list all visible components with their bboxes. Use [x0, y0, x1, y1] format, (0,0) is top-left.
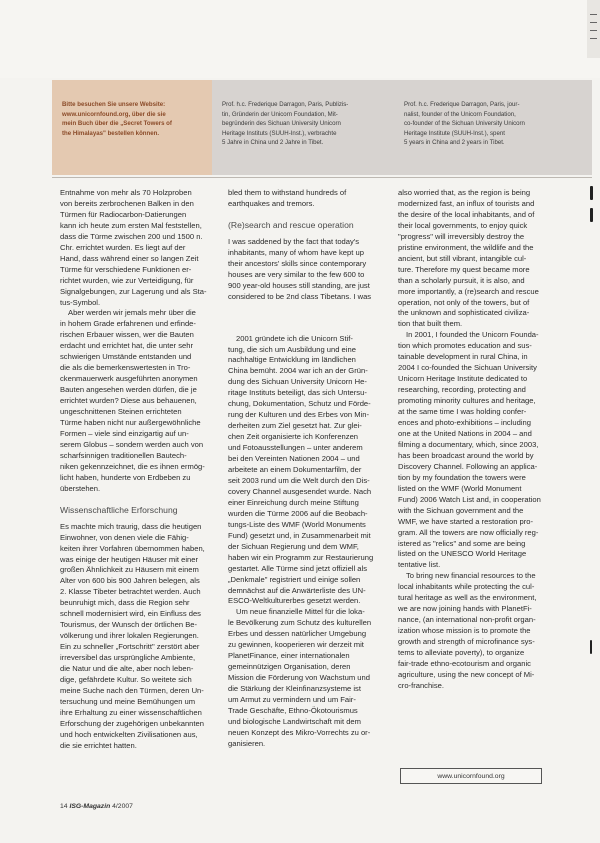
text-line: Chr. errichtet wurden. Es liegt auf der — [60, 242, 186, 252]
text-line: scharfsinnigen traditionellen Bautech- — [60, 450, 187, 460]
text-line: co-founder of the Sichuan University Unicorn — [404, 120, 525, 128]
text-line: Türme haben nicht nur außergewöhnliche — [60, 418, 201, 428]
text-line: le Bevölkerung zum Schutz des kulturellen — [228, 618, 372, 628]
text-line: kann ich heute zum ersten Mal feststellen, — [60, 220, 202, 230]
text-line: the unknown and sophisticated civiliza- — [398, 308, 530, 318]
text-line: Tourismus, der Wunsch der örtlichen Be- — [60, 620, 198, 630]
text-line: arbeitete an einem Dokumentarfilm, der — [228, 465, 362, 475]
col1-paragraph-1 — [60, 188, 228, 308]
text-line: listed on the UNESCO World Heritage — [398, 549, 527, 559]
text-line: one at the United Nations in 2004 – and — [398, 428, 532, 438]
col2-paragraph-3 — [228, 334, 388, 608]
text-line: istered as "relics" and some are being — [398, 538, 526, 548]
text-line: 2004 I co-founded the Sichuan University — [398, 363, 537, 373]
info-band — [52, 80, 592, 175]
text-line: ture. Therefore my quest became more — [398, 264, 530, 274]
text-line: Prof. h.c. Frederique Darragon, Paris, Publizis- — [222, 101, 349, 108]
text-line: tainable development in rural China, in — [398, 352, 528, 362]
section-divider — [52, 177, 592, 178]
text-line: die Natur und die alte, aber noch leben- — [60, 664, 194, 674]
text-line: In 2001, I founded the Unicorn Founda- — [406, 330, 539, 340]
text-line: their local governments, to enjoy quick — [398, 220, 528, 230]
text-line: seit 2003 rund um die Welt durch den Dis- — [228, 475, 370, 485]
text-line: 5 Jahre in China und 2 Jahre in Tibet. — [222, 139, 324, 147]
text-line: agriculture, using the new concept of Mi- — [398, 669, 535, 679]
text-line: keiten ihrer Vorfahren übernommen haben, — [60, 543, 205, 553]
text-line: demnächst auf die Anwärterliste des UN- — [228, 585, 366, 595]
author-bio-german — [212, 80, 394, 175]
text-line: chung, Dokumentation, Schutz und Förde- — [228, 399, 371, 409]
text-line: Einwohner, von denen viele die Fähig- — [60, 532, 189, 542]
text-line: der Sichuan Regierung und dem WMF, — [228, 541, 359, 551]
text-line: Discovery Channel. Following an applica- — [398, 461, 538, 471]
text-line: um Armut zu vermindern und um Fair- — [228, 695, 356, 705]
text-line: Türmen für Radiocarbon-Datierungen — [60, 209, 187, 219]
text-line: Formen – viele sind einzigartig auf un- — [60, 428, 189, 438]
text-line: 2001 gründete ich die Unicorn Stif- — [236, 333, 353, 343]
text-line: covery Channel ausgesendet wurde. Nach — [228, 486, 372, 496]
text-line: in hohem Grade erfahrenen und erfinde- — [60, 319, 196, 329]
text-line: Bauten angesehen werden dürfen, die je — [60, 385, 197, 395]
text-line: chen Zeit organisierte ich Konferenzen — [228, 432, 359, 442]
text-line: richtet wurden, wie zur Verteidigung, für — [60, 275, 194, 285]
text-line: tentative list. — [398, 560, 441, 570]
text-line: tus-Symbol. — [60, 297, 101, 307]
text-line: earthquakes and tremors. — [228, 198, 315, 208]
text-line: Heritage Instituts (SUUH-Inst.), verbrachte — [222, 129, 337, 137]
text-line: tung, die sich um Ausbildung und eine — [228, 344, 356, 354]
text-line: dass die Türme zwischen 200 und 1500 n. — [60, 231, 203, 241]
edge-mark — [590, 640, 592, 654]
text-line: die als die bemerkenswertesten in Tro- — [60, 363, 191, 373]
text-line: local inhabitants while protecting the cul- — [398, 582, 535, 592]
text-line: Trade Geschäfte, Ethno-Ökotourismus — [228, 705, 358, 715]
text-line: Türme für verschiedene Funktionen er- — [60, 264, 192, 274]
text-line: errichtet wurden? Diese aus behauenen, — [60, 396, 197, 406]
text-line: überstehen. — [60, 483, 101, 493]
text-line: www.unicornfound.org, über die sie — [62, 110, 166, 118]
text-line: the desire of the local inhabitants, and of — [398, 209, 535, 219]
text-line: Bitte besuchen Sie unsere Website: — [62, 101, 166, 108]
text-line: haben wir ein Programm zur Restaurierung — [228, 552, 374, 562]
magazine-name: ISG-Magazin — [69, 803, 111, 810]
section-heading-research-rescue: (Re)search and rescue operation — [228, 219, 354, 230]
text-line: rung der Kulturen und des Erbes von Min- — [228, 410, 369, 420]
text-line: ganisieren. — [228, 738, 266, 748]
text-line: ences and photo-exhibitions – including — [398, 418, 531, 428]
text-line: dung des Sichuan University Unicorn He- — [228, 377, 367, 387]
text-line: WMF, we have started a restoration pro- — [398, 516, 534, 526]
website-promo-box — [52, 80, 212, 175]
text-line: I was saddened by the fact that today's — [228, 236, 360, 246]
text-line: To bring new financial resources to the — [406, 571, 536, 581]
text-line: irreversibel das ursprüngliche Ambiente, — [60, 653, 196, 663]
page-edge-tab — [587, 0, 600, 58]
text-line: Prof. h.c. Frederique Darragon, Paris, jour- — [404, 101, 520, 108]
text-line: researching, recording, protecting and — [398, 385, 526, 395]
text-line: ihre Erhaltung zu einer wissenschaftlichen — [60, 707, 202, 717]
text-line: has been broadcast around the world by — [398, 450, 534, 460]
text-line: 5 years in China and 2 years in Tibet. — [404, 139, 505, 147]
text-line: nance, (an international non-profit organ- — [398, 615, 536, 625]
text-line: Fund) 2006 Watch List and, in cooperation — [398, 494, 541, 504]
text-line: serem Globus – sondern werden auch von — [60, 439, 204, 449]
page-footer — [60, 803, 133, 810]
text-line: tural heritage as well as the environment, — [398, 593, 537, 603]
text-line: licht haben, hunderte von Erdbeben zu — [60, 472, 191, 482]
text-line: ckenmauerwerk ausgeführten anonymen — [60, 374, 198, 384]
text-line: schwierigen Umstände entstanden und — [60, 352, 192, 362]
text-line: listed on the WMF (World Monument — [398, 483, 522, 493]
text-line: großen Ähnlichkeit zu Häusern mit einem — [60, 565, 199, 575]
text-line: derheiten zum Ziel gesetzt hat. Zur glei- — [228, 421, 362, 431]
section-heading-wissenschaftliche-erforschung: Wissenschaftliche Erforschung — [60, 504, 178, 515]
text-line: erdacht und errichtet hat, die unter sehr — [60, 341, 193, 351]
column-2 — [228, 188, 388, 750]
column-1 — [60, 188, 228, 752]
text-line: at the same time I was holding confer- — [398, 407, 527, 417]
text-line: PlanetFinance, einer internationalen — [228, 651, 350, 661]
text-line: growth and strength of microfinance sys- — [398, 637, 535, 647]
text-line: inhabitants, many of whom have kept up — [228, 247, 364, 257]
col1-paragraph-2 — [60, 308, 228, 494]
text-line: "progress" will irreversibly destroy the — [398, 231, 525, 241]
text-line: tersuchung und meine Bemühungen um — [60, 696, 196, 706]
text-line: filming a documentary, which, since 2003, — [398, 439, 539, 449]
text-line: Mission die Förderung von Wachstum und — [228, 673, 370, 683]
text-line: Erbes und dessen natürlicher Umgebung — [228, 629, 367, 639]
text-line: Aber werden wir jemals mehr über die — [68, 308, 196, 318]
top-blank-area — [0, 0, 600, 78]
text-line: gestartet. Alle Türme sind jetzt offiziell als — [228, 563, 368, 573]
text-line: tion which promotes education and sus- — [398, 341, 532, 351]
text-line: tungs-Liste des WMF (World Monuments — [228, 519, 366, 529]
text-line: also worried that, as the region is being — [398, 188, 531, 197]
issue-number: 4/2007 — [112, 803, 133, 810]
column-3 — [398, 188, 558, 692]
col3-paragraph-1 — [398, 188, 558, 330]
text-line: zu gewinnen, kooperieren wir derzeit mit — [228, 640, 364, 650]
text-line: we are now joining hands with PlanetFi- — [398, 604, 532, 614]
page-number: 14 — [60, 803, 68, 810]
text-line: the Himalayas" bestellen können. — [62, 129, 160, 137]
text-line: tion that built them. — [398, 319, 463, 329]
text-line: und biologische Landwirtschaft mit dem — [228, 716, 361, 726]
text-line: und hoch entwickelten Zivilisationen aus, — [60, 729, 198, 739]
text-line: beunruhigt mich, dass die Region sehr — [60, 598, 190, 608]
text-line: Erforschung der zugehörigen unbekannten — [60, 718, 204, 728]
text-line: Alter von 600 bis 900 Jahren belegen, als — [60, 576, 200, 586]
text-line: Ein zu schneller „Fortschritt" zerstört aber — [60, 642, 200, 652]
text-line: modernized fast, an influx of tourists and — [398, 198, 535, 208]
text-line: Um neue finanzielle Mittel für die loka- — [236, 607, 365, 617]
text-line: niken gekennzeichnet, die es ihnen ermög- — [60, 461, 205, 471]
text-line: meine Suche nach den Türmen, deren Un- — [60, 685, 204, 695]
text-line: gram. All the towers are now officially reg- — [398, 527, 539, 537]
col2-paragraph-2 — [228, 237, 388, 303]
text-line: wurden die Türme 2006 auf die Beobach- — [228, 508, 368, 518]
text-line: Fund) gesetzt und, in Zusammenarbeit mit — [228, 530, 371, 540]
author-bio-english — [394, 80, 592, 175]
text-line: was einige der heutigen Häuser mit einer — [60, 554, 199, 564]
text-line: neuen Konzept des Mikro-Vorrechts zu or- — [228, 727, 371, 737]
col3-paragraph-2 — [398, 330, 558, 571]
text-line: tems to alleviate poverty), to organize — [398, 648, 525, 658]
text-line: 2. Klasse Tibeter betrachtet werden. Auch — [60, 587, 201, 597]
edge-mark — [590, 186, 593, 200]
text-line: considered to be 2nd class Tibetans. I was — [228, 291, 372, 301]
text-line: rischen Erbauer wissen, wer die Bauten — [60, 330, 194, 340]
text-line: tin, Gründerin der Unicorn Foundation, Mit- — [222, 110, 338, 118]
edge-mark — [590, 208, 593, 222]
text-line: gemeinnützigen Organisation, deren — [228, 662, 351, 672]
text-line: bled them to withstand hundreds of — [228, 188, 347, 197]
text-line: dige, gefährdete Kultur. So weitete sich — [60, 674, 192, 684]
col3-paragraph-3 — [398, 571, 558, 691]
col1-paragraph-3 — [60, 522, 228, 752]
text-line: Es machte mich traurig, dass die heutigen — [60, 521, 202, 531]
text-line: „Denkmale" registriert und einige sollen — [228, 574, 361, 584]
text-line: than a scholarly pursuit, it is also, and — [398, 275, 525, 285]
text-line: nachhaltige Entwicklung im ländlichen — [228, 355, 356, 365]
text-line: und Fotoausstellungen – unter anderem — [228, 443, 363, 453]
text-line: operation, not only of the towers, but of — [398, 297, 530, 307]
text-line: pristine environment, the wildlife and the — [398, 242, 534, 252]
text-line: begründerin des Sichuan University Unicorn — [222, 120, 341, 128]
text-line: houses are very similar to the few 600 to — [228, 269, 365, 279]
text-line: cro-franchise. — [398, 680, 445, 690]
text-line: Heritage Institute (SUUH-Inst.), spent — [404, 129, 505, 137]
text-line: promoting minority cultures and heritage, — [398, 396, 536, 406]
text-line: China bemüht. 2004 war ich an der Grün- — [228, 366, 368, 376]
col2-paragraph-4 — [228, 607, 388, 749]
text-line: 900 year-old houses still standing, are just — [228, 280, 370, 290]
website-url-box[interactable]: www.unicornfound.org — [400, 768, 542, 784]
text-line: ESCO-Weltkulturerbes gesetzt werden. — [228, 596, 361, 606]
text-line: Unicorn Heritage Institute dedicated to — [398, 374, 528, 384]
text-line: tion by my foundation the towers were — [398, 472, 526, 482]
text-line: mein Buch über die „Secret Towers of — [62, 120, 172, 128]
text-line: nalist, founder of the Unicorn Foundation, — [404, 110, 516, 118]
text-line: ungeschnittenen Steinen errichteten — [60, 407, 182, 417]
text-line: ization whose mission is to promote the — [398, 626, 531, 636]
text-line: Signalgebungen, zur Lagerung und als Sta- — [60, 286, 207, 296]
text-line: with the Sichuan government and the — [398, 505, 524, 515]
text-line: more importantly, a (re)search and rescue — [398, 286, 539, 296]
text-line: bei den Vereinten Nationen 2004 – und — [228, 454, 360, 464]
text-line: ancient, but still vibrant, intangible cul- — [398, 253, 527, 263]
text-line: Entnahme von mehr als 70 Holzproben — [60, 188, 192, 197]
text-line: die sie errichtet hatten. — [60, 740, 137, 750]
text-line: von bereits zerbrochenen Balken in den — [60, 198, 194, 208]
text-line: their ancestors' skills since contemporary — [228, 258, 367, 268]
text-line: einer Einreichung durch meine Stiftung — [228, 497, 359, 507]
text-line: völkerung und ihrer lokalen Regierungen. — [60, 631, 199, 641]
text-line: schnell modernisiert wird, ein Einfluss des — [60, 609, 201, 619]
text-line: ritage Instituts beteiligt, das sich Untersu- — [228, 388, 367, 398]
text-line: Hand, dass während einer so langen Zeit — [60, 253, 199, 263]
text-line: die Stärkung der Kleinfinanzsysteme ist — [228, 684, 361, 694]
text-line: fair-trade ethno-ecotourism and organic — [398, 658, 531, 668]
col2-paragraph-1 — [228, 188, 388, 210]
